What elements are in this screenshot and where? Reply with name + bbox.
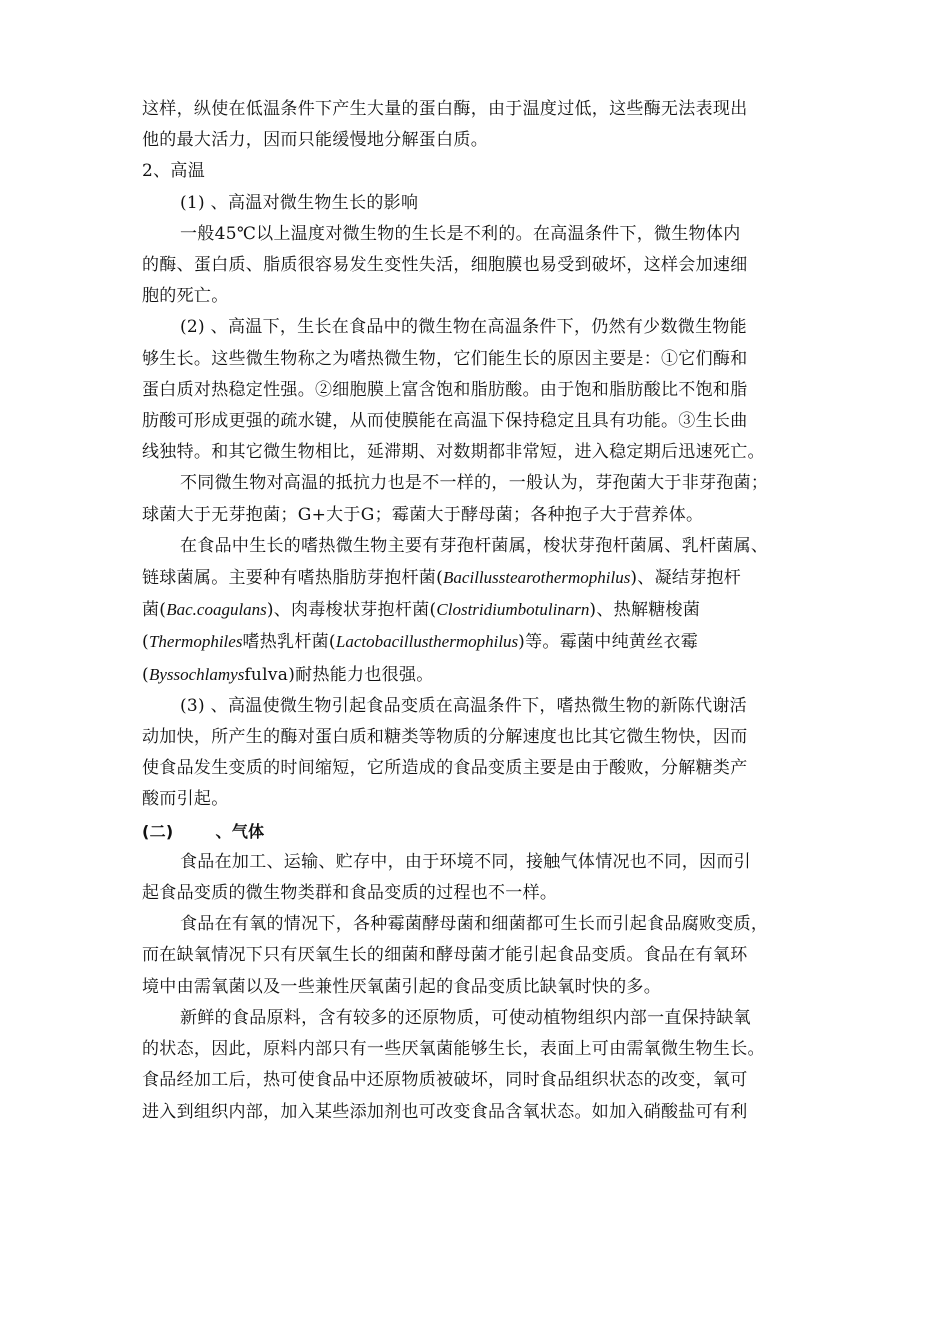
text-span: )、热解糖梭菌 xyxy=(589,600,701,621)
text-span: )等。霉菌中纯黄丝衣霉 xyxy=(518,632,699,653)
text-line xyxy=(142,562,824,594)
text-line: 线独特。和其它微生物相比，延滞期、对数期都非常短，进入稳定期后迅速死亡。 xyxy=(142,442,765,463)
text-line: 酸而引起。 xyxy=(142,789,229,810)
species-name: Thermophiles xyxy=(148,632,243,652)
text-span: 菌( xyxy=(142,600,167,621)
text-line: 球菌大于无芽抱菌；G+大于G；霉菌大于酵母菌；各种抱子大于营养体。 xyxy=(142,504,704,525)
species-name: Clostridiumbotulinarn xyxy=(436,600,590,620)
section-heading xyxy=(142,816,824,847)
text-span: 嗜热乳杆菌( xyxy=(242,632,336,653)
subsection-heading: (1) 、高温对微生物生长的影响 xyxy=(180,192,419,213)
text-line: 新鲜的食品原料，含有较多的还原物质，可使动植物组织内部一直保持缺氧 xyxy=(180,1007,751,1028)
text-line: 肪酸可形成更强的疏水键，从而使膜能在高温下保持稳定且具有功能。③生长曲 xyxy=(142,411,748,432)
text-line: 而在缺氧情况下只有厌氧生长的细菌和酵母菌才能引起食品变质。食品在有氧环 xyxy=(142,945,748,966)
section-title: 、气体 xyxy=(215,821,265,841)
text-line xyxy=(142,659,824,691)
text-span: )、肉毒梭状芽抱杆菌( xyxy=(266,600,437,621)
text-line: 这样，纵使在低温条件下产生大量的蛋白酶，由于温度过低，这些酶无法表现出 xyxy=(142,99,748,119)
text-line xyxy=(142,626,824,658)
text-line: 不同微生物对高温的抵抗力也是不一样的，一般认为，芽孢菌大于非芽孢菌； xyxy=(180,473,769,494)
species-name: Bac.coagulans xyxy=(166,600,267,620)
text-line: 的酶、蛋白质、脂质很容易发生变性失活，细胞膜也易受到破坏，这样会加速细 xyxy=(142,255,748,276)
text-line: 境中由需氧菌以及一些兼性厌氧菌引起的食品变质比缺氧时快的多。 xyxy=(142,976,661,997)
species-name: Byssochlamys xyxy=(148,664,245,684)
subsection-heading: (3) 、高温使微生物引起食品变质在高温条件下，嗜热微生物的新陈代谢活 xyxy=(180,695,747,716)
text-line: 在食品中生长的嗜热微生物主要有芽孢杆菌属，梭状芽孢杆菌属、乳杆菌属、 xyxy=(180,535,769,556)
document-body xyxy=(142,94,824,1128)
text-line xyxy=(142,594,824,626)
text-span: ( xyxy=(142,632,149,653)
text-line: (2) 、高温下，生长在食品中的微生物在高温条件下，仍然有少数微生物能 xyxy=(180,317,747,338)
text-line: 一般45℃以上温度对微生物的生长是不利的。在高温条件下，微生物体内 xyxy=(180,223,741,244)
species-name: Lactobacillusthermophilus xyxy=(335,632,519,652)
text-span: 链球菌属。主要种有嗜热脂肪芽抱杆菌( xyxy=(142,568,444,589)
text-line: 他的最大活力，因而只能缓慢地分解蛋白质。 xyxy=(142,130,488,151)
section-heading: 2、高温 xyxy=(142,161,206,182)
text-span: ( xyxy=(142,664,149,685)
text-line: 食品经加工后，热可使食品中还原物质被破坏，同时食品组织状态的改变，氧可 xyxy=(142,1070,748,1091)
text-line: 食品在有氧的情况下，各种霉菌酵母菌和细菌都可生长而引起食品腐败变质， xyxy=(180,914,769,935)
text-line: 使食品发生变质的时间缩短，它所造成的食品变质主要是由于酸败，分解糖类产 xyxy=(142,758,748,779)
text-line: 进入到组织内部，加入某些添加剂也可改变食品含氧状态。如加入硝酸盐可有利 xyxy=(142,1101,748,1122)
text-span: )、凝结芽抱杆 xyxy=(630,568,742,589)
text-span: fulva)耐热能力也很强。 xyxy=(244,664,434,685)
text-line: 动加快，所产生的酶对蛋白质和糖类等物质的分解速度也比其它微生物快，因而 xyxy=(142,727,748,748)
text-line: 起食品变质的微生物类群和食品变质的过程也不一样。 xyxy=(142,883,558,904)
text-line: 胞的死亡。 xyxy=(142,286,229,307)
section-number: (二) xyxy=(142,821,174,841)
text-line: 的状态，因此，原料内部只有一些厌氧菌能够生长，表面上可由需氧微生物生长。 xyxy=(142,1039,765,1060)
species-name: Bacillusstearothermophilus xyxy=(443,568,631,588)
text-line: 蛋白质对热稳定性强。②细胞膜上富含饱和脂肪酸。由于饱和脂肪酸比不饱和脂 xyxy=(142,379,748,400)
text-line: 食品在加工、运输、贮存中，由于环境不同，接触气体情况也不同，因而引 xyxy=(180,851,751,872)
text-line: 够生长。这些微生物称之为嗜热微生物，它们能生长的原因主要是：①它们酶和 xyxy=(142,348,748,369)
